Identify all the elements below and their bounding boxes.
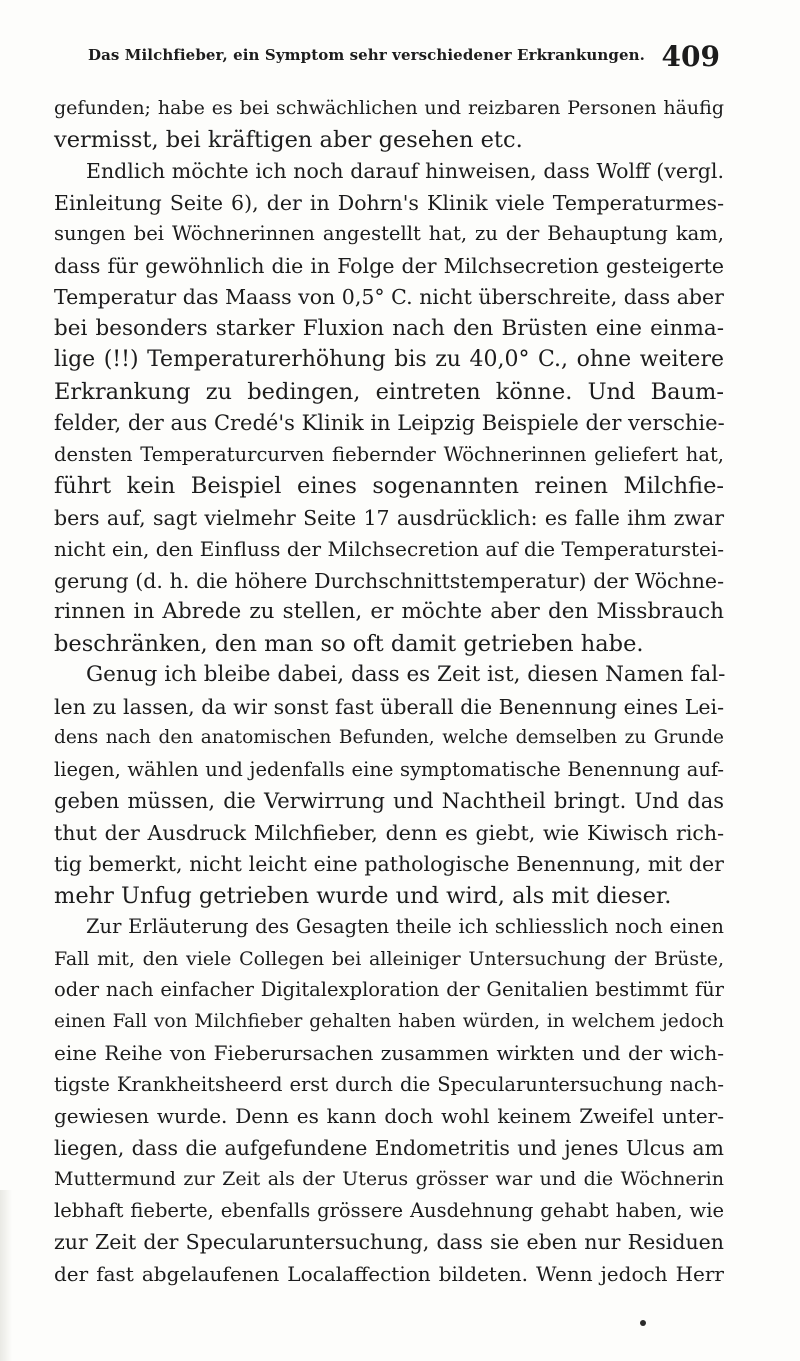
text-line: liegen, wählen und jedenfalls eine symptomatische Benennung auf-	[54, 757, 724, 781]
text-line: dens nach den anatomischen Befunden, welche demselben zu Grunde	[54, 727, 724, 748]
text-line: Endlich möchte ich noch darauf hinweisen, dass Wolff (vergl.	[86, 159, 724, 183]
text-line: nicht ein, den Einfluss der Milchsecretion auf die Temperaturstei-	[54, 537, 724, 561]
text-line: zur Zeit der Specularuntersuchung, dass sie eben nur Residuen	[54, 1230, 724, 1254]
running-head	[88, 40, 720, 80]
page-number: 409	[661, 40, 720, 73]
text-line: einen Fall von Milchfieber gehalten haben würden, in welchem jedoch	[54, 1010, 724, 1032]
text-line: tig bemerkt, nicht leicht eine pathologische Benennung, mit der	[54, 852, 724, 876]
text-line: lige (!!) Temperaturerhöhung bis zu 40,0° C., ohne weitere	[54, 347, 724, 372]
text-line: Fall mit, den viele Collegen bei alleiniger Untersuchung der Brüste,	[54, 947, 724, 970]
text-line: gewiesen wurde. Denn es kann doch wohl keinem Zweifel unter-	[54, 1104, 724, 1128]
text-line: thut der Ausdruck Milchfieber, denn es giebt, wie Kiwisch rich-	[54, 820, 724, 845]
text-line: geben müssen, die Verwirrung und Nachtheil bringt. Und das	[54, 789, 724, 813]
text-line: tigste Krankheitsheerd erst durch die Specularuntersuchung nach-	[54, 1072, 724, 1096]
running-title: Das Milchfieber, ein Symptom sehr verschiedener Erkrankungen.	[88, 46, 645, 64]
text-line: densten Temperaturcurven fiebernder Wöchnerinnen geliefert hat,	[54, 442, 724, 466]
text-line: der fast abgelaufenen Localaffection bildeten. Wenn jedoch Herr	[54, 1261, 724, 1286]
text-line: Muttermund zur Zeit als der Uterus grösser war und die Wöchnerin	[54, 1168, 724, 1190]
text-line: gerung (d. h. die höhere Durchschnittstemperatur) der Wöchne-	[54, 568, 724, 593]
text-line: len zu lassen, da wir sonst fast überall die Benennung eines Lei-	[54, 694, 724, 719]
text-line: felder, der aus Credé's Klinik in Leipzig Beispiele der verschie-	[54, 411, 725, 435]
text-line: rinnen in Abrede zu stellen, er möchte aber den Missbrauch	[54, 599, 724, 624]
text-line: gefunden; habe es bei schwächlichen und reizbaren Personen häufig	[54, 97, 724, 119]
text-line: bei besonders starker Fluxion nach den Brüsten eine einma-	[54, 315, 724, 341]
text-line: Zur Erläuterung des Gesagten theile ich schliesslich noch einen	[86, 915, 724, 938]
text-line: oder nach einfacher Digitalexploration der Genitalien bestimmt für	[54, 978, 724, 1001]
text-line: Genug ich bleibe dabei, dass es Zeit ist, diesen Namen fal-	[86, 662, 726, 687]
text-line: mehr Unfug getrieben wurde und wird, als mit dieser.	[54, 882, 672, 909]
text-line: sungen bei Wöchnerinnen angestellt hat, zu der Behauptung kam,	[54, 222, 724, 245]
page-edge-shadow	[0, 1190, 12, 1361]
text-line: dass für gewöhnlich die in Folge der Milchsecretion gesteigerte	[54, 253, 724, 278]
text-line: Erkrankung zu bedingen, eintreten könne. Und Baum-	[54, 378, 724, 405]
text-line: Temperatur das Maass von 0,5° C. nicht überschreite, dass aber	[54, 285, 724, 309]
text-line: eine Reihe von Fieberursachen zusammen wirkten und der wich-	[54, 1041, 724, 1065]
text-line: bers auf, sagt vielmehr Seite 17 ausdrücklich: es falle ihm zwar	[54, 505, 724, 530]
printer-mark-dot	[640, 1320, 646, 1326]
text-line: liegen, dass die aufgefundene Endometritis und jenes Ulcus am	[54, 1135, 724, 1160]
text-line: beschränken, den man so oft damit getrieben habe.	[54, 630, 644, 657]
text-line: führt kein Beispiel eines sogenannten reinen Milchfie-	[54, 473, 724, 499]
text-line: lebhaft fieberte, ebenfalls grössere Ausdehnung gehabt haben, wie	[54, 1198, 724, 1222]
text-line: Einleitung Seite 6), der in Dohrn's Klinik viele Temperaturmes-	[54, 190, 724, 215]
text-line: vermisst, bei kräftigen aber gesehen etc.	[54, 126, 523, 153]
